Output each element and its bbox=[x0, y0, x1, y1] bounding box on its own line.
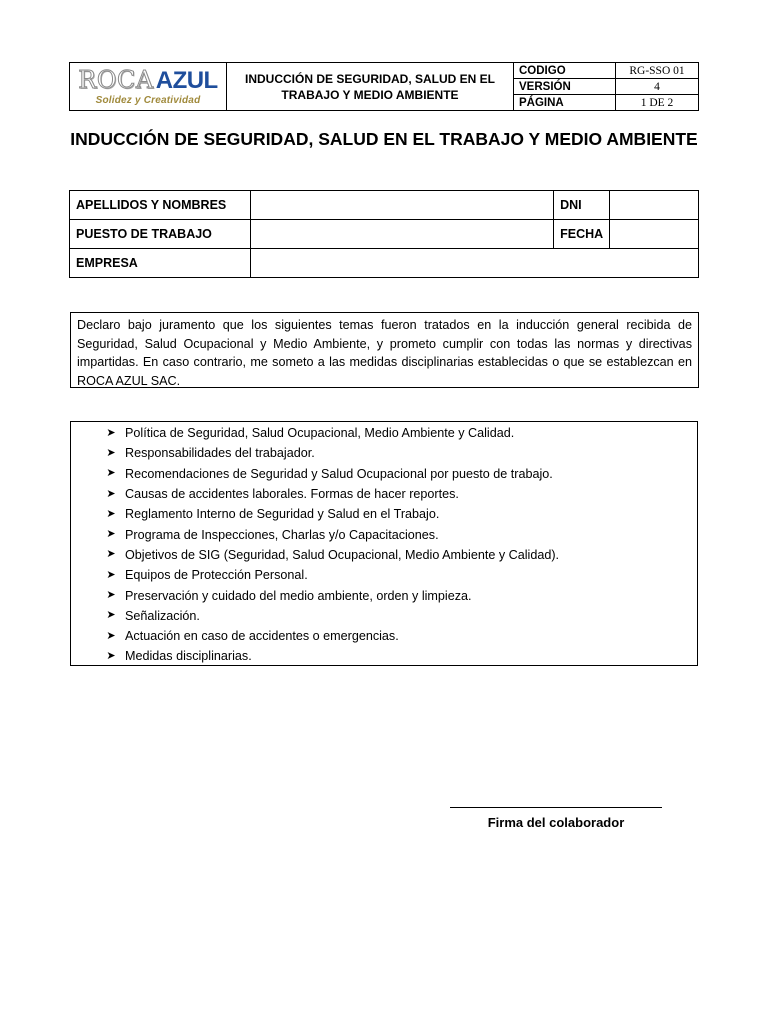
meta-label: PÁGINA bbox=[514, 95, 616, 110]
meta-row-pagina bbox=[514, 95, 698, 110]
empresa-label: EMPRESA bbox=[70, 249, 251, 278]
topic-text: Medidas disciplinarias. bbox=[125, 649, 252, 664]
arrowhead-bullet-icon: ➤ bbox=[106, 426, 116, 439]
topic-text: Recomendaciones de Seguridad y Salud Ocupacional por puesto de trabajo. bbox=[125, 466, 553, 481]
dni-field[interactable] bbox=[610, 191, 699, 220]
arrowhead-bullet-icon: ➤ bbox=[106, 528, 116, 541]
meta-label: VERSIÓN bbox=[514, 79, 616, 94]
list-item bbox=[71, 565, 697, 585]
topic-text: Programa de Inspecciones, Charlas y/o Capacitaciones. bbox=[125, 527, 439, 542]
topic-text: Reglamento Interno de Seguridad y Salud en el Trabajo. bbox=[125, 507, 440, 522]
arrowhead-bullet-icon: ➤ bbox=[106, 649, 116, 662]
arrowhead-bullet-icon: ➤ bbox=[106, 629, 116, 642]
list-item bbox=[71, 504, 697, 524]
dni-label: DNI bbox=[554, 191, 610, 220]
document-meta bbox=[514, 63, 698, 110]
list-item bbox=[71, 464, 697, 484]
table-row bbox=[70, 249, 699, 278]
signature-label: Firma del colaborador bbox=[487, 815, 625, 830]
logo-wordmark bbox=[78, 65, 218, 94]
list-item bbox=[71, 646, 697, 666]
meta-value: RG-SSO 01 bbox=[629, 64, 685, 77]
document-title: INDUCCIÓN DE SEGURIDAD, SALUD EN EL TRABAJO Y MEDIO AMBIENTE bbox=[70, 129, 698, 149]
list-item bbox=[71, 524, 697, 544]
list-item bbox=[71, 585, 697, 605]
puesto-label: PUESTO DE TRABAJO bbox=[70, 220, 251, 249]
document-header bbox=[69, 62, 699, 111]
arrowhead-bullet-icon: ➤ bbox=[106, 507, 116, 520]
meta-label: CODIGO bbox=[514, 63, 616, 78]
list-item bbox=[71, 545, 697, 565]
arrowhead-bullet-icon: ➤ bbox=[106, 487, 116, 500]
topic-text: Actuación en caso de accidentes o emergencias. bbox=[125, 629, 399, 644]
topic-text: Señalización. bbox=[125, 608, 200, 623]
personal-data-table bbox=[69, 190, 699, 278]
apellidos-field[interactable] bbox=[250, 191, 553, 220]
list-item bbox=[71, 606, 697, 626]
meta-value: 1 DE 2 bbox=[640, 96, 674, 109]
empresa-field[interactable] bbox=[250, 249, 698, 278]
meta-row-version bbox=[514, 79, 698, 95]
arrowhead-bullet-icon: ➤ bbox=[106, 568, 116, 581]
table-row bbox=[70, 191, 699, 220]
arrowhead-bullet-icon: ➤ bbox=[106, 446, 116, 459]
table-row bbox=[70, 220, 699, 249]
topic-text: Preservación y cuidado del medio ambiente, orden y limpieza. bbox=[125, 588, 472, 603]
topic-text: Equipos de Protección Personal. bbox=[125, 568, 308, 583]
arrowhead-bullet-icon: ➤ bbox=[106, 548, 116, 561]
fecha-field[interactable] bbox=[610, 220, 699, 249]
logo-brand-light: ROCA bbox=[78, 65, 154, 94]
arrowhead-bullet-icon: ➤ bbox=[106, 589, 116, 602]
logo-brand-bold: AZUL bbox=[155, 66, 218, 94]
list-item bbox=[71, 484, 697, 504]
declaration-text: Declaro bajo juramento que los siguientes temas fueron tratados en la inducción general recibida de Seguridad, Salud Ocupacional y Medio Ambiente, y prometo cumplir con todas las normas y directivas impartidas. En caso contrario, me someto a las medidas disciplinarias establecidas o que se establezcan en ROCA AZUL SAC. bbox=[70, 312, 699, 388]
arrowhead-bullet-icon: ➤ bbox=[106, 609, 116, 622]
topic-text: Responsabilidades del trabajador. bbox=[125, 446, 315, 461]
signature-line[interactable] bbox=[450, 807, 662, 808]
logo-tagline: Solidez y Creatividad bbox=[95, 94, 201, 106]
list-item bbox=[71, 626, 697, 646]
list-item bbox=[71, 423, 697, 443]
fecha-label: FECHA bbox=[554, 220, 610, 249]
list-item bbox=[71, 443, 697, 463]
apellidos-label: APELLIDOS Y NOMBRES bbox=[70, 191, 251, 220]
topic-text: Causas de accidentes laborales. Formas de hacer reportes. bbox=[125, 487, 459, 502]
topic-text: Política de Seguridad, Salud Ocupacional, Medio Ambiente y Calidad. bbox=[125, 426, 515, 441]
puesto-field[interactable] bbox=[250, 220, 553, 249]
topic-text: Objetivos de SIG (Seguridad, Salud Ocupacional, Medio Ambiente y Calidad). bbox=[125, 547, 560, 562]
company-logo bbox=[70, 63, 227, 110]
topics-list bbox=[70, 421, 698, 666]
meta-value: 4 bbox=[654, 80, 660, 93]
meta-row-codigo bbox=[514, 63, 698, 79]
header-title: INDUCCIÓN DE SEGURIDAD, SALUD EN EL TRABAJO Y MEDIO AMBIENTE bbox=[227, 63, 514, 110]
arrowhead-bullet-icon: ➤ bbox=[106, 467, 116, 480]
